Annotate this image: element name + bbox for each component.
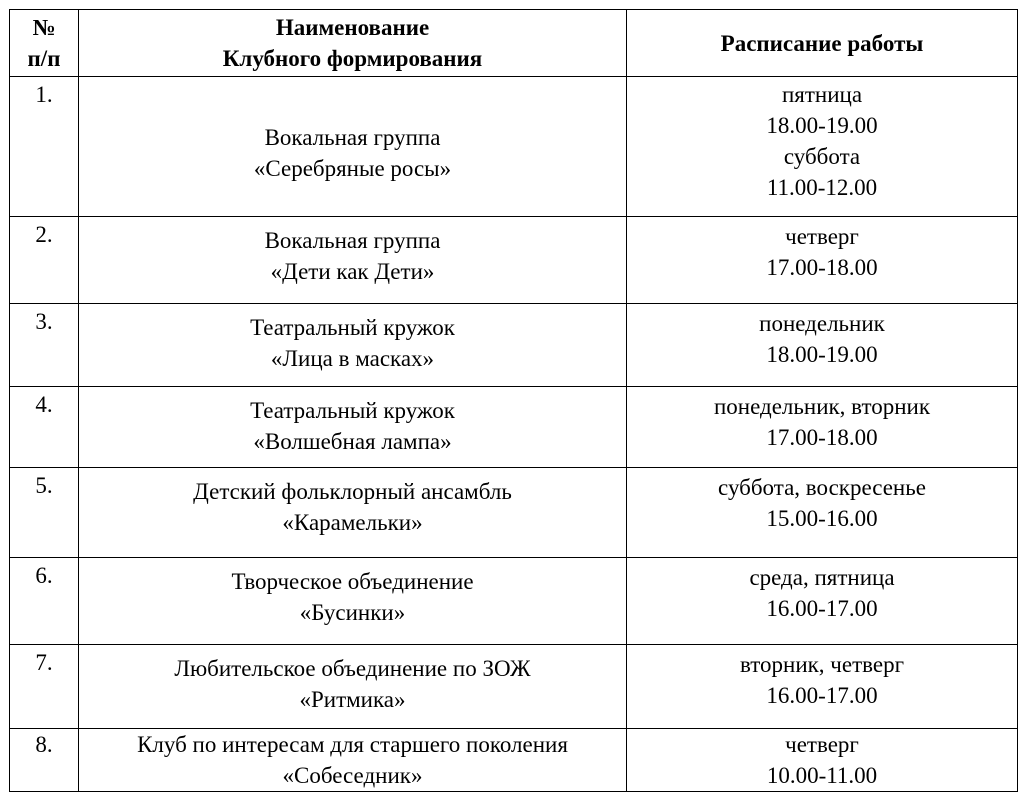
header-number-abbrev: п/п: [27, 46, 61, 71]
header-schedule: [627, 10, 1018, 77]
club-schedule: [627, 304, 1018, 387]
club-name: [79, 217, 627, 304]
table-row: [10, 304, 1018, 387]
club-schedule: [627, 729, 1018, 792]
table-row: [10, 387, 1018, 468]
header-number-symbol: №: [32, 15, 56, 40]
row-number: 4.: [10, 387, 79, 468]
club-name: [79, 729, 627, 792]
club-title: «Лица в масках»: [270, 346, 435, 371]
club-name: [79, 77, 627, 217]
table-row: [10, 468, 1018, 558]
club-type: Любительское объединение по ЗОЖ: [174, 656, 531, 681]
row-number: 2.: [10, 217, 79, 304]
header-name-line1: Наименование: [275, 15, 430, 40]
club-type: Театральный кружок: [250, 315, 455, 340]
table-row: [10, 645, 1018, 729]
header-number: [10, 10, 79, 77]
club-type: Клуб по интересам для старшего поколения: [137, 732, 568, 757]
schedule-line: 10.00-11.00: [766, 763, 878, 788]
header-name: [79, 10, 627, 77]
club-schedule-table: [9, 9, 1018, 792]
club-title: «Ритмика»: [299, 687, 406, 712]
club-title: «Бусинки»: [299, 600, 406, 625]
schedule-line: 18.00-19.00: [766, 113, 878, 138]
club-type: Детский фольклорный ансамбль: [193, 479, 512, 504]
club-schedule: [627, 558, 1018, 645]
club-schedule: [627, 217, 1018, 304]
club-type: Творческое объединение: [231, 569, 474, 594]
schedule-line: суббота, воскресенье: [718, 475, 926, 500]
header-schedule-label: Расписание работы: [720, 30, 924, 56]
table-row: [10, 77, 1018, 217]
schedule-line: понедельник: [759, 311, 885, 336]
club-name: [79, 645, 627, 729]
club-type: Вокальная группа: [264, 124, 441, 150]
header-name-line2: Клубного формирования: [222, 46, 483, 71]
row-number: 3.: [10, 304, 79, 387]
row-number: 7.: [10, 645, 79, 729]
schedule-line: 17.00-18.00: [766, 255, 878, 280]
club-type: Вокальная группа: [264, 228, 441, 253]
schedule-line: четверг: [785, 732, 859, 757]
club-schedule: [627, 645, 1018, 729]
row-number: 5.: [10, 468, 79, 558]
schedule-line: среда, пятница: [749, 565, 895, 590]
schedule-line: понедельник, вторник: [713, 394, 931, 419]
schedule-line: 16.00-17.00: [766, 683, 878, 708]
schedule-line: четверг: [785, 224, 859, 249]
club-schedule: [627, 387, 1018, 468]
schedule-line: пятница: [781, 82, 863, 107]
schedule-line: 11.00-12.00: [766, 175, 878, 200]
club-name: [79, 558, 627, 645]
schedule-line: 17.00-18.00: [766, 425, 878, 450]
table-row: [10, 217, 1018, 304]
club-type: Театральный кружок: [250, 398, 455, 423]
club-title: «Карамельки»: [282, 510, 423, 535]
club-title: «Серебряные росы»: [253, 155, 452, 181]
schedule-line: суббота: [783, 144, 861, 169]
club-title: «Дети как Дети»: [270, 259, 435, 284]
club-name: [79, 304, 627, 387]
schedule-line: вторник, четверг: [739, 652, 905, 677]
club-title: «Собеседник»: [282, 763, 423, 788]
row-number: 1.: [10, 77, 79, 217]
club-title: «Волшебная лампа»: [253, 429, 452, 454]
schedule-line: 15.00-16.00: [766, 506, 878, 531]
club-schedule: [627, 77, 1018, 217]
club-name: [79, 468, 627, 558]
row-number: 6.: [10, 558, 79, 645]
table-row: [10, 558, 1018, 645]
club-name: [79, 387, 627, 468]
table-row: [10, 729, 1018, 792]
table-header-row: [10, 10, 1018, 77]
schedule-line: 18.00-19.00: [766, 342, 878, 367]
row-number: 8.: [10, 729, 79, 792]
club-schedule: [627, 468, 1018, 558]
schedule-line: 16.00-17.00: [766, 596, 878, 621]
